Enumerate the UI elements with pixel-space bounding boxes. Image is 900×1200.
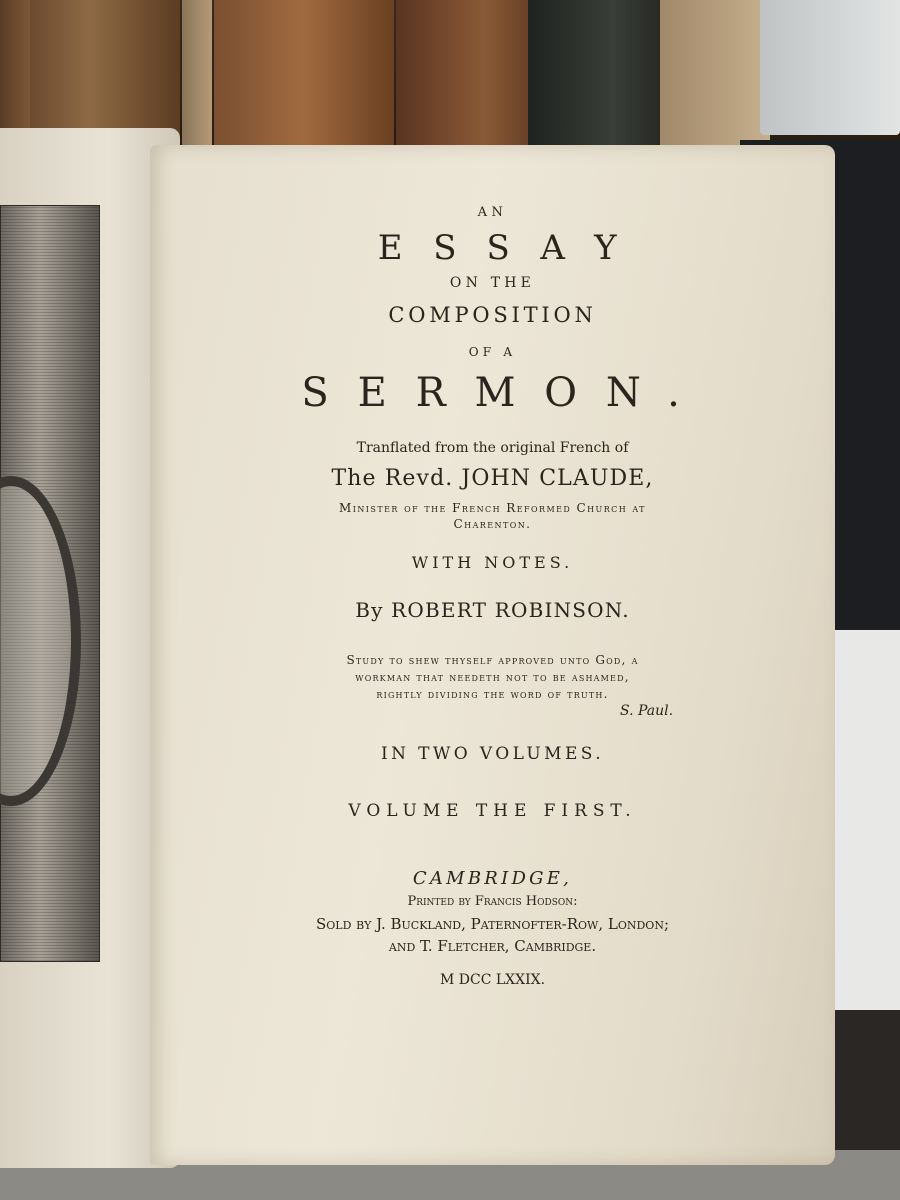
imprint-city: CAMBRIDGE,	[412, 868, 573, 889]
imprint-seller: Sold by J. Buckland, Paternofter-Row, London;	[316, 915, 669, 933]
title-line-essay: ESSAY	[377, 228, 648, 268]
volume-line: VOLUME THE FIRST.	[348, 801, 637, 821]
imprint-seller: and T. Fletcher, Cambridge.	[388, 937, 597, 955]
translated-line: Tranflated from the original French of	[356, 440, 629, 456]
title-line-on-the: ON THE	[449, 275, 536, 291]
author-role-line: Minister of the French Reformed Church at	[339, 501, 646, 515]
imprint-printer: Printed by Francis Hodson:	[407, 894, 578, 909]
imprint-date: M DCC LXXIX.	[439, 972, 546, 988]
author-role	[150, 500, 835, 532]
volumes-line: IN TWO VOLUMES.	[380, 744, 604, 764]
frontispiece-engraving	[0, 205, 100, 962]
epigraph-line: workman that needeth not to be ashamed,	[355, 670, 630, 684]
author-role-line: Charenton.	[453, 517, 532, 531]
book-spine	[760, 0, 900, 135]
engraving-oval-frame	[0, 476, 81, 806]
epigraph-source: S. Paul.	[620, 703, 674, 719]
title-line-of-a: OF A	[468, 345, 517, 359]
with-notes-line: WITH NOTES.	[411, 553, 574, 572]
title-line-sermon: SERMON.	[301, 370, 709, 416]
epigraph	[150, 652, 835, 703]
title-line-an: AN	[477, 205, 508, 220]
title-line-composition: COMPOSITION	[388, 303, 597, 327]
epigraph-line: Study to shew thyself approved unto God, a	[346, 653, 639, 667]
author-line: The Revd. JOHN CLAUDE,	[331, 466, 654, 491]
epigraph-line: rightly dividing the word of truth.	[376, 687, 609, 701]
editor-line: By ROBERT ROBINSON.	[355, 598, 630, 622]
